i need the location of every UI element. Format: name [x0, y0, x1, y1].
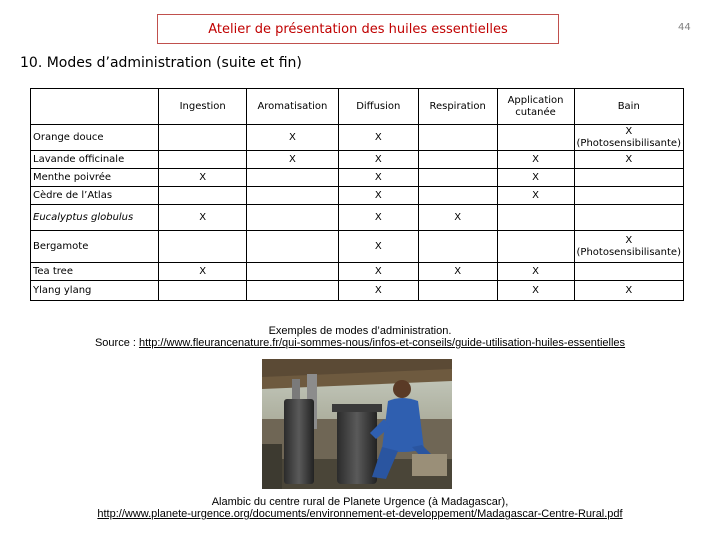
page-number: 44: [678, 22, 691, 33]
table-row: [31, 263, 684, 281]
mode-cell: [574, 187, 684, 205]
mode-cell: X: [574, 151, 684, 169]
oil-name-cell: Ylang ylang: [31, 281, 159, 301]
table-caption: [0, 325, 720, 349]
mode-cell: [246, 263, 338, 281]
header-empty-cell: [31, 89, 159, 125]
mode-cell: X (Photosensibilisante): [574, 125, 684, 151]
column-header: Diffusion: [338, 89, 418, 125]
column-header: Application cutanée: [497, 89, 574, 125]
column-header: Respiration: [418, 89, 497, 125]
source-link[interactable]: http://www.fleurancenature.fr/qui-sommes-nous/infos-et-conseils/guide-utilisation-huiles-essentielles: [138, 337, 626, 349]
mode-cell: [159, 125, 247, 151]
mode-cell: X: [246, 125, 338, 151]
photo-caption: [0, 496, 720, 520]
mode-cell: [246, 169, 338, 187]
mode-cell: X: [246, 151, 338, 169]
mode-cell: X: [418, 205, 497, 231]
table-row: [31, 151, 684, 169]
header-title: Atelier de présentation des huiles essentielles: [208, 21, 508, 37]
oil-name-cell: Cèdre de l’Atlas: [31, 187, 159, 205]
source-label: Source :: [94, 337, 139, 349]
oil-name-cell: Bergamote: [31, 231, 159, 263]
oil-name-cell: Orange douce: [31, 125, 159, 151]
table-row: [31, 169, 684, 187]
mode-cell: [418, 125, 497, 151]
photo-caption-text: Alambic du centre rural de Planete Urgence (à Madagascar),: [211, 496, 509, 508]
mode-cell: X: [497, 263, 574, 281]
table-row: [31, 281, 684, 301]
table-row: [31, 231, 684, 263]
oil-name-cell: Eucalyptus globulus: [31, 205, 159, 231]
mode-cell: [574, 205, 684, 231]
mode-cell: X: [159, 263, 247, 281]
mode-cell: X: [338, 151, 418, 169]
table-header-row: [31, 89, 684, 125]
mode-cell: X: [338, 263, 418, 281]
mode-cell: [159, 187, 247, 205]
mode-cell: X: [497, 281, 574, 301]
section-title: 10. Modes d’administration (suite et fin): [20, 55, 302, 71]
mode-cell: [418, 231, 497, 263]
header-box: [157, 14, 559, 44]
mode-cell: [418, 169, 497, 187]
photo-source-link[interactable]: http://www.planete-urgence.org/documents/environnement-et-developpement/Madagascar-Centre-Rural.pdf: [97, 508, 623, 520]
oil-name-cell: Lavande officinale: [31, 151, 159, 169]
alambic-photo-illustration: [262, 359, 452, 489]
table-source-line: [0, 337, 720, 349]
column-header: Aromatisation: [246, 89, 338, 125]
mode-cell: [159, 281, 247, 301]
mode-cell: X: [159, 169, 247, 187]
mode-cell: X: [497, 151, 574, 169]
mode-cell: [418, 151, 497, 169]
mode-cell: [246, 187, 338, 205]
mode-cell: X: [338, 125, 418, 151]
column-header: Bain: [574, 89, 684, 125]
mode-cell: [418, 187, 497, 205]
mode-cell: [246, 231, 338, 263]
column-header: Ingestion: [159, 89, 247, 125]
alambic-photo: [262, 359, 452, 489]
mode-cell: X: [574, 281, 684, 301]
mode-cell: X: [338, 281, 418, 301]
table-caption-text: Exemples de modes d’administration.: [268, 325, 452, 337]
mode-cell: [159, 151, 247, 169]
table-row: [31, 205, 684, 231]
oil-name-cell: Tea tree: [31, 263, 159, 281]
oil-name-cell: Menthe poivrée: [31, 169, 159, 187]
mode-cell: X: [497, 169, 574, 187]
mode-cell: X: [418, 263, 497, 281]
mode-cell: X: [338, 187, 418, 205]
mode-cell: [574, 263, 684, 281]
mode-cell: [497, 125, 574, 151]
mode-cell: [246, 205, 338, 231]
table-row: [31, 187, 684, 205]
mode-cell: [418, 281, 497, 301]
mode-cell: X: [338, 231, 418, 263]
mode-cell: [159, 231, 247, 263]
table-body: [31, 125, 684, 301]
mode-cell: [497, 231, 574, 263]
mode-cell: X: [338, 205, 418, 231]
modes-table: [30, 88, 684, 301]
mode-cell: X: [497, 187, 574, 205]
mode-cell: X: [159, 205, 247, 231]
mode-cell: [497, 205, 574, 231]
table-row: [31, 125, 684, 151]
mode-cell: X: [338, 169, 418, 187]
mode-cell: [574, 169, 684, 187]
mode-cell: [246, 281, 338, 301]
mode-cell: X (Photosensibilisante): [574, 231, 684, 263]
